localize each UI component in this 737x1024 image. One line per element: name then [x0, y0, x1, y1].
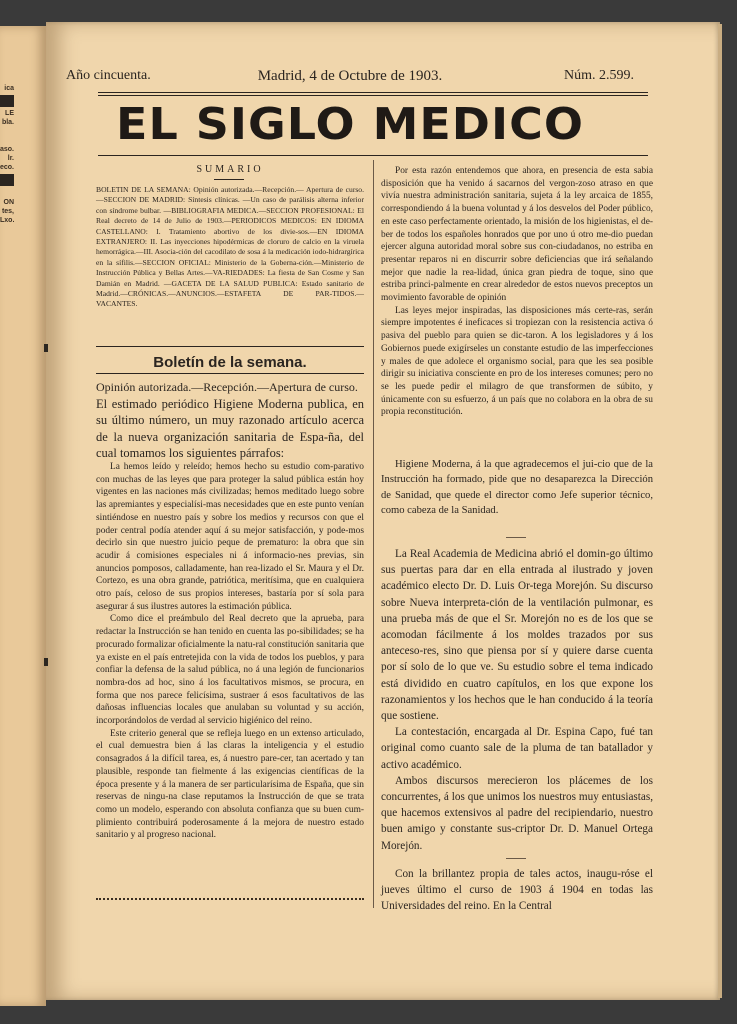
left-quote [96, 461, 364, 842]
quote-paragraph: Como dice el preámbulo del Real decreto que la aprueba, para redactar la Instrucción se han tenido en cuenta las po-sibilidades; se ha procurado formalizar oficialmente la natu-ral constitución sanitaria que ya existe en el país entretejida con la vida de todos los pueblos, y para confiar la defensa de la salud pública, no á una legión de funcionarios nombra-dos ad hoc, sino á los facultativos mismos, se procura, en forma que nos parece felicísima, sustraer á esos facultativos de las dañosas influencias locales que anulaban su voluntad y su acción, incorporándolos de verdad al servicio higiénico del reino. [96, 614, 364, 727]
paragraph: La Real Academia de Medicina abrió el domin-go último sus puertas para dar en ella entrada al ilustrado y joven académico electo Dr. D. Luis Or-tega Morejón. Su discurso sobre Nueva interpreta-ción de la ventilación pulmonar, es una prueba más de que el Sr. Morejón no es de los que se acomodan fácilmente á los moldes trazados por sus anteceso-res, sino que piensa por sí y quiere darse cuenta por sí solo de lo que ve. Su estudio sobre el tema indicado está dividido en cuatro capítulos, en los que expone los razonamientos y los hechos que le han conducido á la teoría que sostiene. [381, 548, 653, 723]
fragment-block [0, 95, 14, 107]
page-edge [718, 24, 722, 998]
newspaper-title: EL SIGLO MEDICO [116, 98, 584, 150]
section-rule [96, 346, 364, 347]
fragment-block [0, 174, 14, 186]
short-rule [214, 179, 244, 180]
title-rule [98, 155, 648, 156]
fragment: ON [3, 199, 14, 206]
fragment: LE [5, 110, 14, 117]
place-date: Madrid, 4 de Octubre de 1903. [257, 68, 443, 84]
academia-section [381, 546, 653, 854]
paragraph: Con la brillantez propia de tales actos, inaugu-róse el jueves último el curso de 1903 á 1904 en todas las Universidades del reino. En la Central [381, 868, 653, 913]
issue-number: Núm. 2.599. [564, 68, 634, 83]
paragraph: Higiene Moderna, á la que agradecemos el jui-cio que de la Instrucción ha formado, pide que no desaparezca la Dirección de Sanidad, que quede el director como Jefe superior técnico, como cabeza de la Sanidad. [381, 459, 653, 516]
fragment: ica [4, 85, 14, 92]
paragraph: Ambos discursos merecieron los plácemes de los concurrentes, á los que unimos los nuestros muy entusiastas, que hacemos extensivos al padre del recipiendario, nuestro buen amigo y constante sus-criptor Dr. D. Manuel Ortega Morejón. [381, 774, 653, 852]
separator-dash [506, 858, 526, 859]
quote-paragraph: La hemos leído y releído; hemos hecho su estudio com-parativo con muchas de las leyes que para proteger la salud pública están hoy vigentes en las naciones más civilizadas; hemos meditado luego sobre las apremiantes y especialísi-mas necesidades que en este punto venían sintiéndose en nuestro país y sobre los medios y recursos con que el poder central podía atender aquí á su mejor satisfacción, y pode-mos decirlo sin que nuestro juicio peque de prematuro: la obra que sin acudir á comisiones especiales ni á informacio-nes previas, sin anuncios pomposos, calladamente, han rea-lizado el Sr. Maura y el Dr. Cortezo, es una obra grande, patriótica, meritísima, que en cualquiera otro país, celoso de sus propios intereses, bastaría por sí sola para asegurar á sus ilustres autores la estimación pública. [96, 462, 364, 612]
binding-mark [44, 658, 48, 666]
sumario-text: BOLETIN DE LA SEMANA: Opinión autorizada.—Recepción.— Apertura de curso.—SECCION DE MADRID: Síntesis clínicas. —Un caso de parálisis alterna inferior con síndrome bulbar. —BIBLIOGRAFIA MEDICA.—SECCION PROFESIONAL: El Real decreto de 14 de Julio de 1903.—PERIODICOS MEDICOS: EN IDIOMA CASTELLANO: I. Tratamiento abortivo de los divie-sos.—EN IDIOMA EXTRANJERO: II. Las inyecciones hipodérmicas de cloruro de calcio en la viruela hemorrágica.—III. Asocia-ción del cacodilato de sosa á la medicación iodo-hidrargírica en la sífilis.—SECCION OFICIAL: Ministerio de la Goberna-ción.—Ministerio de Instrucción Pública y Bellas Artes.—VA-RIEDADES: La fiesta de San Cosme y San Damián en Madrid. —GACETA DE LA SALUD PUBLICA: Estado sanitario de Madrid.—CRÓNICAS.—ANUNCIOS.—ESTAFETA DE PAR-TIDOS.—VACANTES. [96, 185, 364, 309]
fragment: bla. [1, 119, 14, 126]
quote-paragraph: Este criterio general que se refleja luego en un extenso articulado, el cual demuestra bien á las claras la inteligencia y el estudio consagrados á la difícil tarea, es, á nuestro pare-cer, tan acertado y tan plausible, responde tan fielmente á las exigencias científicas de la época presente y á la manera de ser particularísima de España, que sin reservas de ningu-na clase reputamos la Instrucción de que se trata como un modelo, esperando con absoluta confianza que su buen cum-plimiento contribuirá poderosamente á la mejora de nuestro estado sanitario y al progreso nacional. [96, 728, 364, 841]
sumario-heading: SUMARIO [196, 164, 264, 175]
separator-dash [506, 537, 526, 538]
higiene-moderna-paragraph [381, 457, 653, 518]
section-rule [96, 373, 364, 374]
fragment: aso. [0, 146, 15, 153]
quote-paragraph: Las leyes mejor inspiradas, las disposiciones más certe-ras, serán siempre impotentes é ineficaces si tropiezan con la resistencia activa ó pasiva del pueblo para quien se dic-taron. A los legisladores y á los Gobiernos puede exigírseles un constante estudio de las imperfecciones y males de que adolece el organismo social, para que les sea posible dirigir su iniciativa consciente en pro de los intereses comunes; pero no se les puede pedir el milagro de que transformen de súbito, y únicamente con su esfuerzo, á un país que no colabora en la obra de su propia reconstitución. [381, 305, 653, 418]
quote-paragraph: Por esta razón entendemos que ahora, en presencia de esta sabia disposición que ha venido á sacarnos del vergon-zoso atraso en que vivía nuestra administración sanitaria, sujeta á la ley arcaica de 1855, correspondiendo á la buena voluntad y á los desvelos del Poder público, en este caso perfectamente orientado, la misión de los higienistas, el de-ber de todos los españoles honrados que por uno ú otro me-dio puedan ejercer alguna autoridad moral sobre sus con-ciudadanos, no estriba en presentar reparos ni en discurrir sobre deficiencias que irá señalando mejor que nadie la rea-lidad, única gran piedra de toque, sino que estriba princi-palmente en crear alrededor de estos nuevos preceptos un movimiento favorable de opinión [381, 166, 653, 304]
section-heading: Boletín de la semana. [153, 354, 307, 371]
masthead-rule [98, 95, 648, 96]
binding-mark [44, 344, 48, 352]
curso-paragraph [381, 866, 653, 915]
section-subheading: Opinión autorizada.—Recepción.—Apertura de curso. [96, 380, 358, 394]
paragraph: La contestación, encargada al Dr. Espina Capo, fué tan original como cuanto sale de la pluma de tan batallador y activo académico. [381, 726, 653, 771]
column-divider [373, 160, 374, 908]
fragment: eco. [0, 164, 15, 171]
fragment: Lxo. [0, 217, 15, 224]
right-quote [381, 165, 653, 419]
previous-page-fragments [0, 84, 14, 225]
dotted-separator [96, 898, 364, 900]
previous-page-edge [0, 26, 46, 1006]
lead-paragraph: El estimado periódico Higiene Moderna publica, en su último número, un muy razonado artículo acerca de la nueva organización sanitaria de Espa-ña, del cual tomamos los siguientes párrafos: [96, 397, 364, 460]
year-label: Año cincuenta. [66, 68, 151, 83]
fragment: lr. [7, 155, 14, 162]
masthead-rule [98, 92, 648, 93]
fragment: tes, [1, 208, 14, 215]
